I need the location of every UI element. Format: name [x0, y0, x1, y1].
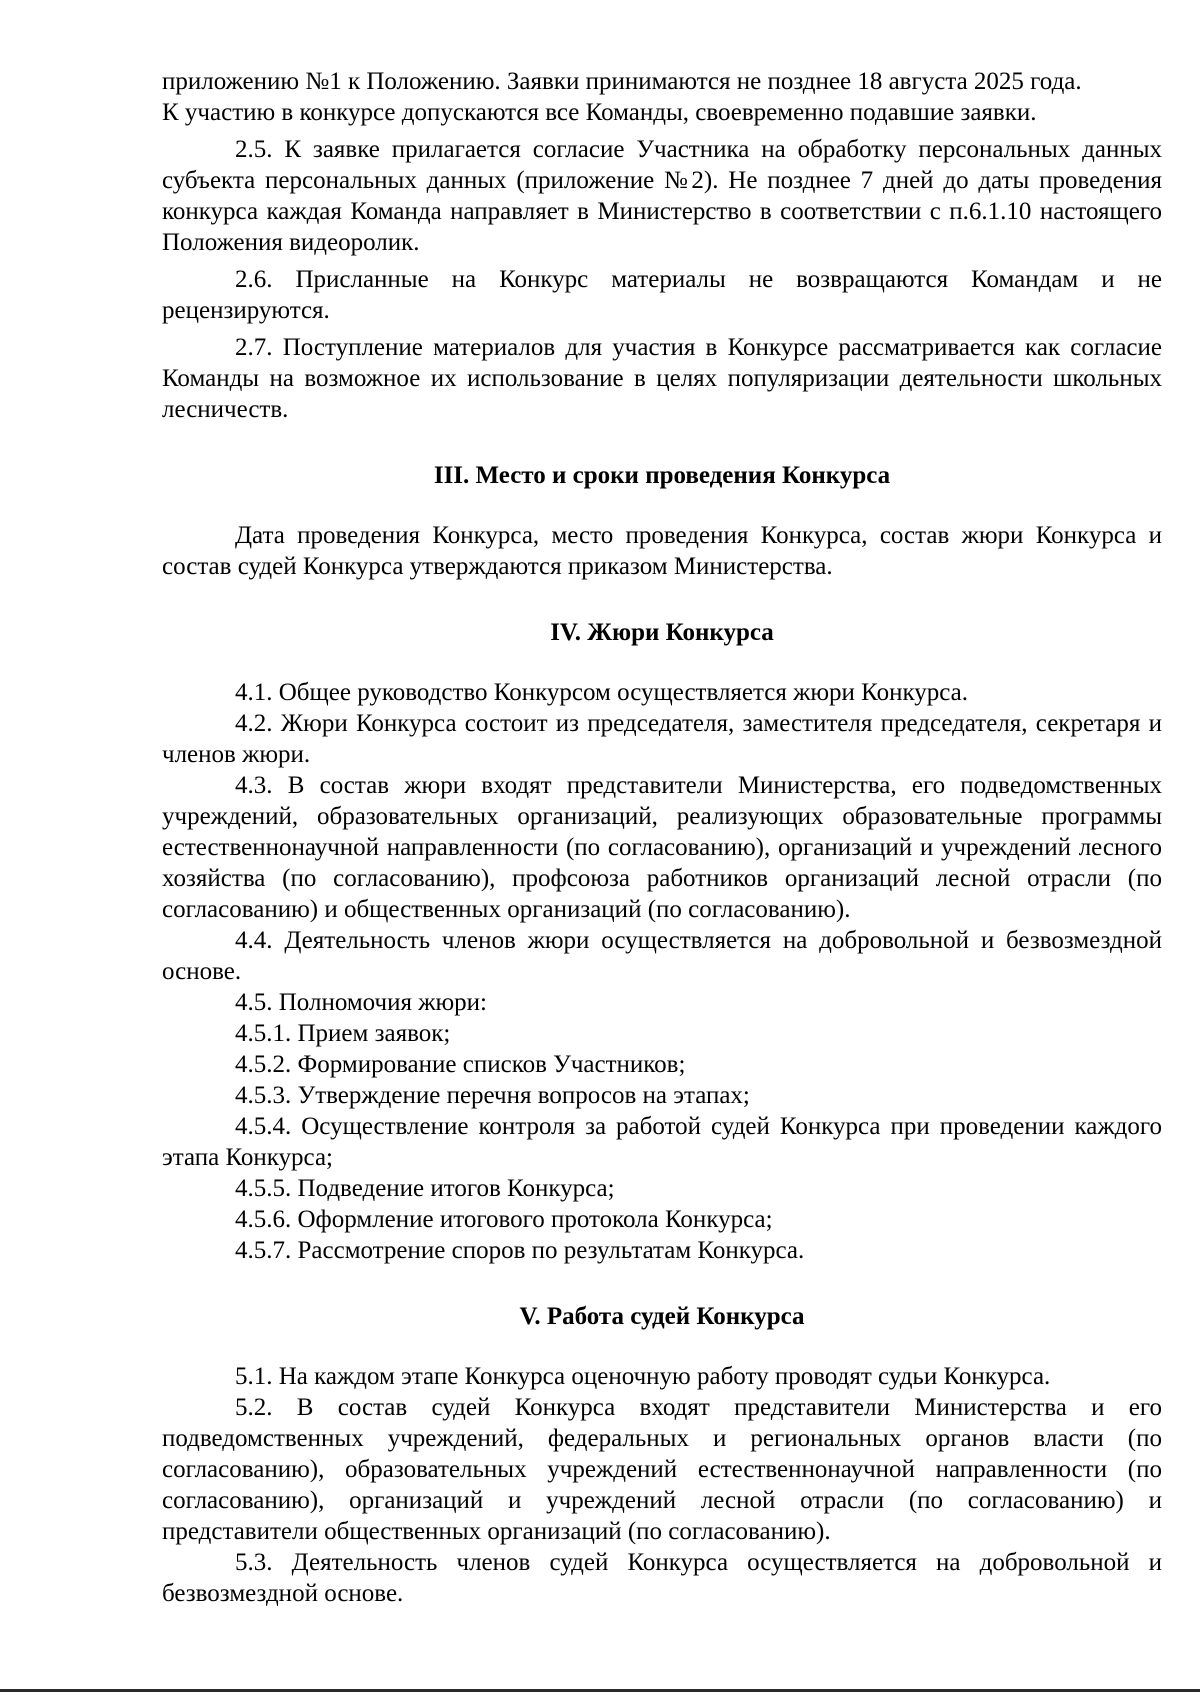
section-4-title: IV. Жюри Конкурса [550, 619, 774, 646]
section-3-title: III. Место и сроки проведения Конкурса [433, 462, 891, 489]
paragraph-2-6: 2.6. Присланные на Конкурс материалы не возвращаются Командам и не рецензируются. [162, 266, 1162, 324]
intro-line-1: приложению №1 к Положению. Заявки принимаются не позднее 18 августа 2025 года. [162, 68, 1082, 95]
paragraph-2-7: 2.7. Поступление материалов для участия в Конкурсе рассматривается как согласие Команды на возможное их использование в целях популяризации деятельности школьных лесничеств. [162, 334, 1162, 423]
paragraph-5-1: 5.1. На каждом этапе Конкурса оценочную работу проводят судьи Конкурса. [235, 1363, 1051, 1390]
section-5-title: V. Работа судей Конкурса [519, 1303, 805, 1330]
paragraph-4-5-4: 4.5.4. Осуществление контроля за работой судей Конкурса при проведении каждого этапа Конкурса; [162, 1113, 1162, 1171]
paragraph-5-3: 5.3. Деятельность членов судей Конкурса осуществляется на добровольной и безвозмездной основе. [162, 1549, 1162, 1607]
document-page [162, 66, 1162, 1609]
paragraph-5-2: 5.2. В состав судей Конкурса входят представители Министерства и его подведомственных учреждений, федеральных и региональных органов власти (по согласованию), образовательных учреждений естественнонаучной направленности (по согласованию), организаций и учреждений лесной отрасли (по согласованию) и представители общественных организаций (по согласованию). [162, 1394, 1162, 1545]
scan-edge-line [0, 1689, 1200, 1692]
paragraph-4-5-5: 4.5.5. Подведение итогов Конкурса; [235, 1175, 615, 1202]
paragraph-4-1: 4.1. Общее руководство Конкурсом осуществляется жюри Конкурса. [235, 679, 969, 706]
paragraph-4-5-1: 4.5.1. Прием заявок; [235, 1020, 451, 1047]
section-3-text: Дата проведения Конкурса, место проведения Конкурса, состав жюри Конкурса и состав судей Конкурса утверждаются приказом Министерства. [162, 522, 1162, 580]
paragraph-4-4: 4.4. Деятельность членов жюри осуществляется на добровольной и безвозмездной основе. [162, 927, 1162, 985]
paragraph-4-5-6: 4.5.6. Оформление итогового протокола Конкурса; [235, 1206, 773, 1233]
intro-line-2: К участию в конкурсе допускаются все Команды, своевременно подавшие заявки. [162, 99, 1037, 126]
paragraph-4-3: 4.3. В состав жюри входят представители Министерства, его подведомственных учреждений, образовательных организаций, реализующих образовательные программы естественнонаучной направленности (по согласованию), организаций и учреждений лесного хозяйства (по согласованию), профсоюза работников организаций лесной отрасли (по согласованию) и общественных организаций (по согласованию). [162, 772, 1162, 923]
paragraph-4-5-2: 4.5.2. Формирование списков Участников; [235, 1051, 686, 1078]
paragraph-4-2: 4.2. Жюри Конкурса состоит из председателя, заместителя председателя, секретаря и членов жюри. [162, 710, 1162, 768]
paragraph-4-5: 4.5. Полномочия жюри: [235, 989, 488, 1016]
paragraph-4-5-3: 4.5.3. Утверждение перечня вопросов на этапах; [235, 1082, 750, 1109]
paragraph-2-5: 2.5. К заявке прилагается согласие Участника на обработку персональных данных субъекта персональных данных (приложение №2). Не позднее 7 дней до даты проведения конкурса каждая Команда направляет в Министерство в соответствии с п.6.1.10 настоящего Положения видеоролик. [162, 136, 1162, 256]
paragraph-4-5-7: 4.5.7. Рассмотрение споров по результатам Конкурса. [235, 1237, 805, 1264]
